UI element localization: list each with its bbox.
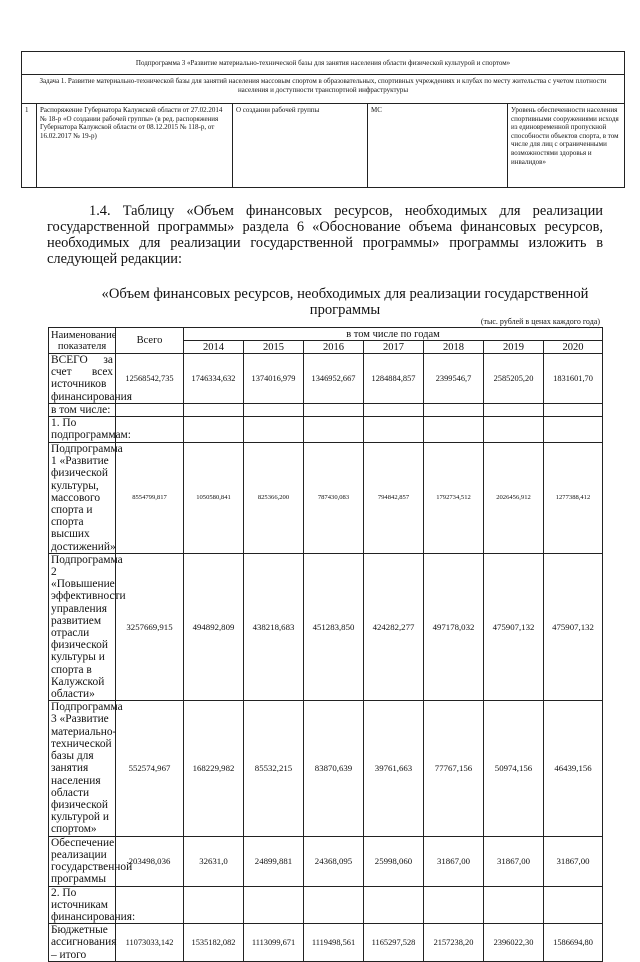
- cell-value: 2396022,30: [484, 924, 544, 962]
- units-note: (тыс. рублей в ценах каждого года): [480, 317, 600, 326]
- row-label: Подпрограмма 2 «Повышение эффективности управления развитием отрасли физической культуры и спорта в Калужской области»: [49, 553, 116, 700]
- cell-value: 475907,132: [544, 553, 603, 700]
- cell-value: 3257669,915: [116, 553, 184, 700]
- cell-value: 2157238,20: [424, 924, 484, 962]
- cell-value: 1113099,671: [244, 924, 304, 962]
- cell-value: 1119498,561: [304, 924, 364, 962]
- cell-value: 203498,036: [116, 836, 184, 886]
- cell-value: 85532,215: [244, 701, 304, 836]
- header-row: [49, 328, 603, 341]
- paragraph-line: государственной программы» раздела 6 «Обоснование объема финансовых ресурсов,: [47, 219, 603, 235]
- cell-value: 451283,850: [304, 553, 364, 700]
- cell-value: 1586694,80: [544, 924, 603, 962]
- cell-value: 825366,200: [244, 443, 304, 554]
- paragraph-line: следующей редакции:: [47, 251, 182, 267]
- subprogram-header: Подпрограмма 3 «Развитие материально-технической базы для занятия населения области физической культурой и спортом»: [22, 52, 625, 75]
- table-row-total: [49, 354, 603, 404]
- cell-value: 2399546,7: [424, 354, 484, 404]
- cell-value: 475907,132: [484, 553, 544, 700]
- cell-value: 552574,967: [116, 701, 184, 836]
- cell-value: 438218,683: [244, 553, 304, 700]
- finance-table: [48, 327, 603, 962]
- cell-value: 1792734,512: [424, 443, 484, 554]
- table-row-subprogram-1: [49, 443, 603, 554]
- year-header: 2017: [364, 341, 424, 354]
- measures-table: [21, 51, 625, 188]
- cell-value: 424282,277: [364, 553, 424, 700]
- row-label: ВСЕГО за счет всех источников финансирования: [49, 354, 116, 404]
- measure-document: Распоряжение Губернатора Калужской области от 27.02.2014 № 18-р «О создании рабочей группы» (в ред. распоряжения Губернатора Калужской области от 08.12.2015 № 118-р, от 16.02.2017 № 19-р): [37, 104, 233, 188]
- cell-value: 24899,881: [244, 836, 304, 886]
- cell-value: 1374016,979: [244, 354, 304, 404]
- cell-value: 31867,00: [424, 836, 484, 886]
- cell-value: 39761,663: [364, 701, 424, 836]
- amendment-paragraph: [47, 203, 603, 267]
- cell-value: 2585205,20: [484, 354, 544, 404]
- year-header: 2020: [544, 341, 603, 354]
- title-line: программы: [309, 302, 381, 318]
- table-row-subprogram-2: [49, 553, 603, 700]
- year-header: 2018: [424, 341, 484, 354]
- col-total-header: Всего: [116, 328, 184, 354]
- row-label: 2. По источникам финансирования:: [49, 886, 116, 924]
- cell-value: 1277388,412: [544, 443, 603, 554]
- table-row-including: [49, 403, 603, 416]
- measure-subject: О создании рабочей группы: [233, 104, 368, 188]
- row-label: Подпрограмма 1 «Развитие физической культуры, массового спорта и спорта высших достижений»: [49, 443, 116, 554]
- cell-value: 1535182,082: [184, 924, 244, 962]
- cell-value: 1165297,528: [364, 924, 424, 962]
- table-row-support: [49, 836, 603, 886]
- cell-value: 1346952,667: [304, 354, 364, 404]
- col-including-header: в том числе по годам: [184, 328, 603, 341]
- paragraph-line: 1.4. Таблицу «Объем финансовых ресурсов, необходимых для реализации: [89, 203, 603, 219]
- row-label: Обеспечение реализации государственной программы: [49, 836, 116, 886]
- cell-value: 1050580,841: [184, 443, 244, 554]
- task-text: Задача 1. Развитие материально-технической базы для занятий населения массовым спортом в образовательных, спортивных учреждениях и клубах по месту жительства с учетом плотности населения и доступности транспортной инфраструктуры: [22, 75, 625, 104]
- cell-value: 83870,639: [304, 701, 364, 836]
- cell-value: 50974,156: [484, 701, 544, 836]
- year-header: 2019: [484, 341, 544, 354]
- cell-value: 31867,00: [544, 836, 603, 886]
- measure-executor: МС: [368, 104, 508, 188]
- finance-table-title: [100, 286, 590, 318]
- year-header: 2015: [244, 341, 304, 354]
- cell-value: 32631,0: [184, 836, 244, 886]
- cell-value: 25998,060: [364, 836, 424, 886]
- year-header: 2014: [184, 341, 244, 354]
- cell-value: 8554799,817: [116, 443, 184, 554]
- cell-value: 1831601,70: [544, 354, 603, 404]
- col-name-header: Наименование показателя: [49, 328, 116, 354]
- row-label: Подпрограмма 3 «Развитие материально-технической базы для занятия населения области физической культурой и спортом»: [49, 701, 116, 836]
- row-label: в том числе:: [49, 403, 116, 416]
- cell-value: 77767,156: [424, 701, 484, 836]
- table-row-budget: [49, 924, 603, 962]
- cell-value: 46439,156: [544, 701, 603, 836]
- cell-value: 794842,857: [364, 443, 424, 554]
- subprogram-header-row: [22, 52, 625, 75]
- cell-value: 31867,00: [484, 836, 544, 886]
- cell-value: 2026456,912: [484, 443, 544, 554]
- measure-number: 1: [22, 104, 37, 188]
- cell-value: 24368,095: [304, 836, 364, 886]
- table-row-subprogram-3: [49, 701, 603, 836]
- cell-value: 787430,083: [304, 443, 364, 554]
- row-label: Бюджетные ассигнования – итого: [49, 924, 116, 962]
- cell-value: 1746334,632: [184, 354, 244, 404]
- cell-value: 11073033,142: [116, 924, 184, 962]
- task-row: [22, 75, 625, 104]
- cell-value: 1284884,857: [364, 354, 424, 404]
- year-header: 2016: [304, 341, 364, 354]
- measure-row: [22, 104, 625, 188]
- measure-indicator: Уровень обеспеченности населения спортивными сооружениями исходя из единовременной пропускной способности объектов спорта, в том числе для лиц с ограниченными возможностями здоровья и инвалидов»: [508, 104, 625, 188]
- paragraph-line: необходимых для реализации государственной программы» программы изложить в: [47, 235, 603, 251]
- cell-value: 168229,982: [184, 701, 244, 836]
- cell-value: 494892,809: [184, 553, 244, 700]
- row-label: 1. По подпрограммам:: [49, 417, 116, 443]
- cell-value: 12568542,735: [116, 354, 184, 404]
- cell-value: 497178,032: [424, 553, 484, 700]
- title-line: «Объем финансовых ресурсов, необходимых для реализации государственной: [101, 286, 589, 302]
- table-row-by-subprogram: [49, 417, 603, 443]
